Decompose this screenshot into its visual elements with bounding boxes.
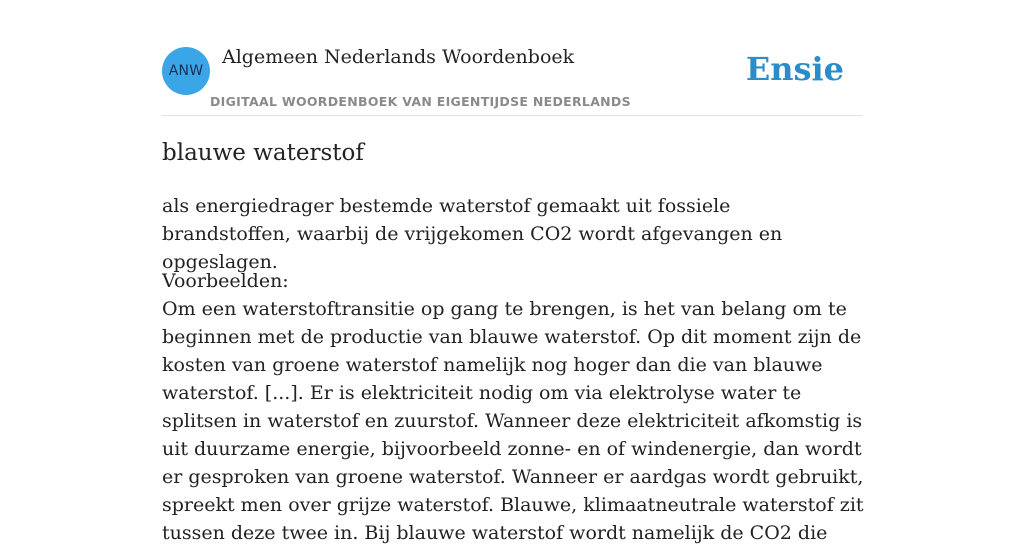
entry-headword: blauwe waterstof (162, 140, 364, 166)
entry-definition: als energiedrager bestemde waterstof gemaakt uit fossiele brandstoffen, waarbij de vrijgekomen CO2 wordt afgevangen en opgeslagen. (162, 195, 783, 273)
dictionary-name[interactable]: Algemeen Nederlands Woordenboek (222, 46, 575, 68)
anw-logo[interactable]: ANW (162, 47, 210, 95)
dictionary-subtitle: DIGITAAL WOORDENBOEK VAN EIGENTIJDSE NEDERLANDS (210, 94, 631, 109)
ensie-brand-link[interactable]: Ensie (745, 50, 844, 88)
site-header (162, 0, 862, 116)
examples-label: Voorbeelden: (162, 270, 289, 292)
examples-text: Om een waterstoftransitie op gang te brengen, is het van belang om te beginnen met de productie van blauwe waterstof. Op dit moment zijn de kosten van groene waterstof namelijk nog hoger dan die van blauwe waterstof. [...]. Er is elektriciteit nodig om via elektrolyse water te splitsen in waterstof en zuurstof. Wanneer deze elektriciteit afkomstig is uit duurzame energie, bijvoorbeeld zonne- en of windenergie, dan wordt er gesproken van groene waterstof. Wanneer er aardgas wordt gebruikt, spreekt men over grijze waterstof. Blauwe, klimaatneutrale waterstof zit tussen deze twee in. Bij blauwe waterstof wordt namelijk de CO2 die (162, 298, 864, 544)
